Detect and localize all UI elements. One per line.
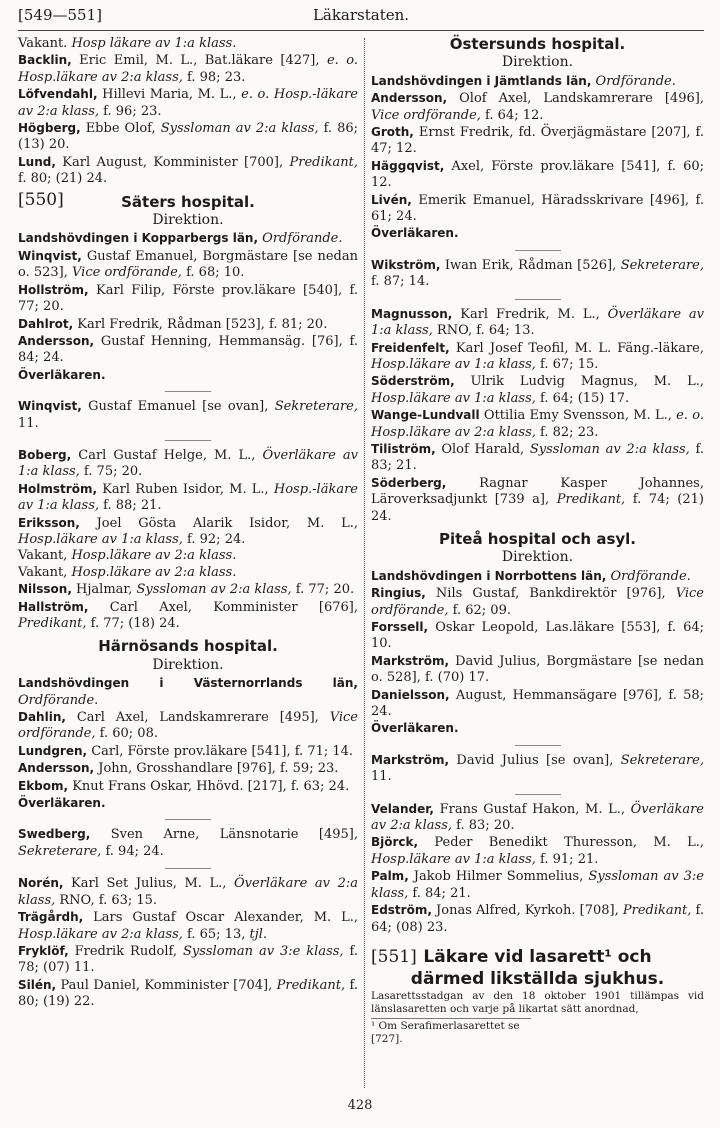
entry: Björck, Peder Benedikt Thuresson, M. L., Hosp.läkare av 1:a klass, f. 91; 21. xyxy=(371,835,704,867)
entry: Fryklöf, Fredrik Rudolf, Syssloman av 3:e klass, f. 78; (07) 11. xyxy=(18,943,359,976)
running-title: Läkarstaten. xyxy=(312,6,410,24)
entry: Nilsson, Hjalmar, Syssloman av 2:a klass, f. 77; 20. xyxy=(18,582,355,598)
entry: Markström, David Julius [se ovan], Sekreterare, 11. xyxy=(371,752,704,785)
harnosand-staff-list xyxy=(18,875,358,1010)
entry: Dahlrot, Karl Fredrik, Rådman [523], f. 81; 20. xyxy=(18,316,328,332)
sater-staff-list xyxy=(18,447,358,632)
pitea-subtitle: Direktion. xyxy=(501,549,574,566)
pitea-staff-list xyxy=(371,801,704,936)
pitea-secretary xyxy=(371,752,704,786)
page-header xyxy=(18,4,704,32)
entry: Landshövdingen i Västernorrlands län, Ordförande. xyxy=(18,676,358,708)
overlakaren-label: Överläkaren. xyxy=(371,721,459,736)
entry: Holmström, Karl Ruben Isidor, M. L., Hosp.-läkare av 1:a klass, f. 88; 21. xyxy=(18,481,358,514)
entry: Hallström, Carl Axel, Komminister [676], Predikant, f. 77; (18) 24. xyxy=(18,599,358,631)
section-number: [551] xyxy=(371,946,417,967)
right-column xyxy=(371,36,704,1046)
left-column xyxy=(18,36,358,1011)
entry: Andersson, Olof Axel, Landskamrerare [496], Vice ordförande, f. 64; 12. xyxy=(371,91,704,123)
page-range: [549—551] xyxy=(18,6,102,24)
header-rule xyxy=(18,30,704,31)
column-divider xyxy=(364,38,365,1088)
entry: Tiliström, Olof Harald, Syssloman av 2:a klass, f. 83; 21. xyxy=(371,441,705,474)
entry: Wikström, Iwan Erik, Rådman [526], Sekreterare, f. 87; 14. xyxy=(371,257,704,290)
harnosand-secretary xyxy=(18,826,358,860)
separator xyxy=(165,391,211,392)
ostersund-subtitle: Direktion. xyxy=(501,54,574,71)
entry: Swedberg, Sven Arne, Länsnotarie [495], Sekreterare, f. 94; 24. xyxy=(18,827,358,859)
entry: Palm, Jakob Hilmer Sommelius, Syssloman av 3:e klass, f. 84; 21. xyxy=(371,869,704,901)
entry: Wange-Lundvall Ottilia Emy Svensson, M. L., e. o. Hosp.läkare av 2:a klass, f. 82; 23. xyxy=(371,408,704,440)
entry: Högberg, Ebbe Olof, Syssloman av 2:a klass, f. 86; (13) 20. xyxy=(18,121,358,153)
section-551-heading xyxy=(371,946,704,990)
separator xyxy=(165,868,211,869)
separator xyxy=(515,794,561,795)
section-number: [550] xyxy=(18,189,64,210)
entry: Löfvendahl, Hillevi Maria, M. L., e. o. Hosp.-läkare av 2:a klass, f. 96; 23. xyxy=(18,87,358,119)
ostersund-direction-list xyxy=(371,73,704,226)
ostersund-heading: Östersunds hospital. xyxy=(449,35,626,53)
entry: Landshövdingen i Kopparbergs län, Ordförande. xyxy=(18,231,343,247)
entry: Eriksson, Joel Gösta Alarik Isidor, M. L., Hosp.läkare av 1:a klass, f. 92; 24. xyxy=(18,515,358,547)
overlakaren-label: Överläkaren. xyxy=(18,796,106,811)
entry: Edström, Jonas Alfred, Kyrkoh. [708], Predikant, f. 64; (08) 23. xyxy=(371,903,704,935)
section-title: Säters hospital. xyxy=(121,192,255,211)
entry: Backlin, Eric Emil, M. L., Bat.läkare [427], e. o. Hosp.läkare av 2:a klass, f. 98; 23. xyxy=(18,53,358,85)
section-550-heading xyxy=(18,189,358,211)
entry: Vakant. Hosp läkare av 1:a klass. xyxy=(18,36,237,51)
entry: Dahlin, Carl Axel, Landskamrerare [495], Vice ordförande, f. 60; 08. xyxy=(18,710,358,742)
ostersund-staff-list xyxy=(371,306,704,525)
sater-direction-list xyxy=(18,230,358,366)
separator xyxy=(515,250,561,251)
entry: Ekbom, Knut Frans Oskar, Hhövd. [217], f. 63; 24. xyxy=(18,778,350,794)
entry: Groth, Ernst Fredrik, fd. Överjägmästare [207], f. 47; 12. xyxy=(371,125,704,157)
harnosand-direction-list xyxy=(18,675,358,795)
entry: Landshövdingen i Norrbottens län, Ordförande. xyxy=(371,568,691,584)
entry: Hollström, Karl Filip, Förste prov.läkare [540], f. 77; 20. xyxy=(18,282,358,315)
page-number: 428 xyxy=(347,1098,373,1113)
entry: Livén, Emerik Emanuel, Häradsskrivare [496], f. 61; 24. xyxy=(371,192,704,225)
section-subtitle: Direktion. xyxy=(152,212,224,229)
entry: Vakant, Hosp.läkare av 2:a klass. xyxy=(18,564,237,580)
separator xyxy=(165,440,211,441)
separator xyxy=(165,819,211,820)
entry: Markström, David Julius, Borgmästare [se nedan o. 528], f. (70) 17. xyxy=(371,653,704,686)
entry: Norén, Karl Set Julius, M. L., Överläkare av 2:a klass, RNO, f. 63; 15. xyxy=(18,876,358,908)
entry: Boberg, Carl Gustaf Helge, M. L., Överläkare av 1:a klass, f. 75; 20. xyxy=(18,447,358,480)
entry: Winqvist, Gustaf Emanuel [se ovan], Sekreterare, 11. xyxy=(18,399,358,431)
separator xyxy=(515,299,561,300)
overlakaren-label: Överläkaren. xyxy=(18,367,106,382)
entry: Landshövdingen i Jämtlands län, Ordförande. xyxy=(371,73,676,89)
harnosand-subtitle: Direktion. xyxy=(152,656,224,673)
section-title-line1: Läkare vid lasarett¹ och xyxy=(423,946,652,967)
entry: Velander, Frans Gustaf Hakon, M. L., Överläkare av 2:a klass, f. 83; 20. xyxy=(371,801,704,834)
entry: Lund, Karl August, Komminister [700], Predikant, f. 80; (21) 24. xyxy=(18,154,358,187)
entry: Vakant, Hosp.läkare av 2:a klass. xyxy=(18,548,237,564)
entry: Lundgren, Carl, Förste prov.läkare [541], f. 71; 14. xyxy=(18,743,354,759)
pitea-heading: Piteå hospital och asyl. xyxy=(438,529,637,548)
entry: Häggqvist, Axel, Förste prov.läkare [541], f. 60; 12. xyxy=(371,158,704,191)
entry: Ringius, Nils Gustaf, Bankdirektör [976], Vice ordförande, f. 62; 09. xyxy=(371,586,704,618)
overlakaren-label: Överläkaren. xyxy=(371,226,459,241)
entry: Silén, Paul Daniel, Komminister [704], Predikant, f. 80; (19) 22. xyxy=(18,977,358,1010)
entry: Danielsson, August, Hemmansägare [976], f. 58; 24. xyxy=(371,687,704,720)
entry: Trägårdh, Lars Gustaf Oscar Alexander, M. L., Hosp.läkare av 2:a klass, f. 65; 13, tjl. xyxy=(18,910,358,942)
entry: Söderström, Ulrik Ludvig Magnus, M. L., Hosp.läkare av 1:a klass, f. 64; (15) 17. xyxy=(371,374,704,406)
ostersund-secretary xyxy=(371,257,704,291)
harnosand-heading: Härnösands hospital. xyxy=(98,637,278,656)
entries-top xyxy=(18,36,358,188)
entry: Forssell, Oskar Leopold, Las.läkare [553], f. 64; 10. xyxy=(371,620,704,652)
sater-secretary xyxy=(18,398,358,432)
section-title-line2: därmed likställda sjukhus. xyxy=(410,968,665,989)
entry: Winqvist, Gustaf Emanuel, Borgmästare [se nedan o. 523], Vice ordförande, f. 68; 10. xyxy=(18,248,358,281)
entry: Söderberg, Ragnar Kasper Johannes, Läroverksadjunkt [739 a], Predikant, f. 74; (21) 24. xyxy=(371,475,704,524)
entry: Andersson, John, Grosshandlare [976], f. 59; 23. xyxy=(18,761,339,777)
entry: Andersson, Gustaf Henning, Hemmansäg. [76], f. 84; 24. xyxy=(18,333,358,366)
entry: Magnusson, Karl Fredrik, M. L., Överläkare av 1:a klass, RNO, f. 64; 13. xyxy=(371,306,704,339)
entry: Freidenfelt, Karl Josef Teofil, M. L. Fäng.-läkare, Hosp.läkare av 1:a klass, f. 67; 15. xyxy=(371,340,704,372)
section-551-text: Lasarettsstadgan av den 18 oktober 1901 tillämpas vid länslasaretten och varje på likartat sätt anordnad, xyxy=(371,989,704,1015)
pitea-direction-list xyxy=(371,568,704,721)
separator xyxy=(515,745,561,746)
footnote: ¹ Om Serafimerlasarettet se [727]. xyxy=(371,1018,531,1046)
